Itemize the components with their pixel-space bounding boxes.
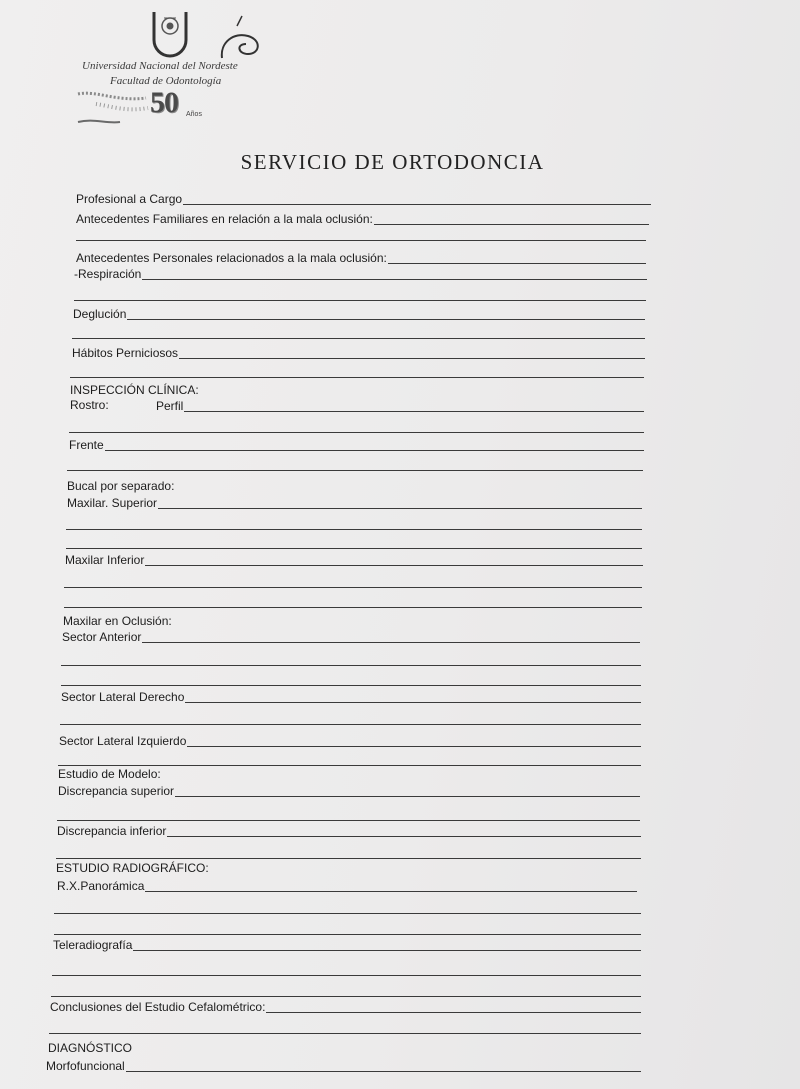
field-label: Morfofuncional [46,1059,125,1073]
section-estudio-de-modelo: Estudio de Modelo: [58,767,161,781]
blank-line[interactable] [76,240,646,241]
blank-line[interactable] [72,338,645,339]
field-perfil[interactable] [156,397,644,413]
field-label: Teleradiografía [53,938,133,952]
blank-line[interactable] [54,913,641,914]
page-title: SERVICIO DE ORTODONCIA [240,150,545,174]
field-label: Profesional a Cargo [76,192,183,206]
field-deglucion[interactable] [73,305,645,321]
field-profesional[interactable] [76,190,651,206]
field-antecedentes-personales[interactable] [76,249,646,265]
section-estudio-radiografico: ESTUDIO RADIOGRÁFICO: [56,861,209,875]
field-label: -Respiración [74,267,142,281]
blank-line[interactable] [52,975,641,976]
blank-line[interactable] [61,665,641,666]
field-label: Perfil [156,399,184,413]
field-sector-lateral-izquierdo[interactable] [59,732,641,748]
blank-line[interactable] [51,996,641,997]
blank-line[interactable] [57,820,640,821]
anniversary-word: Años [186,111,202,118]
field-label: Antecedentes Personales relacionados a la mala oclusión: [76,251,387,265]
section-bucal-por-separado: Bucal por separado: [67,479,175,493]
field-antecedentes-familiares[interactable] [76,210,649,226]
blank-line[interactable] [56,858,641,859]
label-rostro: Rostro: [70,398,109,412]
field-label: Deglución [73,307,127,321]
university-name: Universidad Nacional del Nordeste [82,60,238,72]
university-logo [76,8,276,128]
blank-line[interactable] [67,470,643,471]
blank-line[interactable] [66,548,642,549]
field-label: Discrepancia superior [58,784,175,798]
section-diagnostico: DIAGNÓSTICO [48,1041,133,1055]
field-label: R.X.Panorámica [57,879,145,893]
field-label: Conclusiones del Estudio Cefalométrico: [50,1000,266,1014]
blank-line[interactable] [70,377,644,378]
field-label: Hábitos Perniciosos [72,346,179,360]
blank-line[interactable] [74,300,646,301]
field-label: Sector Lateral Derecho [61,690,185,704]
faculty-name: Facultad de Odontología [110,75,222,87]
blank-line[interactable] [64,587,642,588]
field-sector-anterior[interactable] [62,628,640,644]
blank-line[interactable] [66,529,642,530]
blank-line[interactable] [58,765,641,766]
field-frente[interactable] [69,436,644,452]
section-inspeccion-clinica: INSPECCIÓN CLÍNICA: [70,383,199,397]
blank-line[interactable] [60,724,641,725]
blank-line[interactable] [54,934,641,935]
field-maxilar-inferior[interactable] [65,551,643,567]
field-morfofuncional[interactable] [46,1057,641,1073]
field-respiracion[interactable] [74,265,647,281]
blank-line[interactable] [61,685,641,686]
decorative-texture [76,88,156,128]
field-label: Maxilar Inferior [65,553,145,567]
field-rx-panoramica[interactable] [57,877,637,893]
field-teleradiografia[interactable] [53,936,641,952]
anniversary-swirl-icon [218,14,264,64]
field-conclusiones-cefalometrico[interactable] [50,998,641,1014]
blank-line[interactable] [49,1033,641,1034]
field-sector-lateral-derecho[interactable] [61,688,641,704]
blank-line[interactable] [64,607,642,608]
field-label: Antecedentes Familiares en relación a la mala oclusión: [76,212,373,226]
field-discrepancia-inferior[interactable] [57,822,641,838]
field-label: Discrepancia inferior [57,824,167,838]
university-emblem-icon [150,10,190,62]
field-maxilar-superior[interactable] [67,494,642,510]
section-maxilar-en-oclusion: Maxilar en Oclusión: [63,614,172,628]
anniversary-number: 50 [150,86,178,119]
field-label: Frente [69,438,104,452]
field-label: Sector Anterior [62,630,142,644]
field-discrepancia-superior[interactable] [58,782,640,798]
blank-line[interactable] [69,432,644,433]
field-label: Maxilar. Superior [67,496,158,510]
field-label: Sector Lateral Izquierdo [59,734,187,748]
field-habitos-perniciosos[interactable] [72,344,645,360]
